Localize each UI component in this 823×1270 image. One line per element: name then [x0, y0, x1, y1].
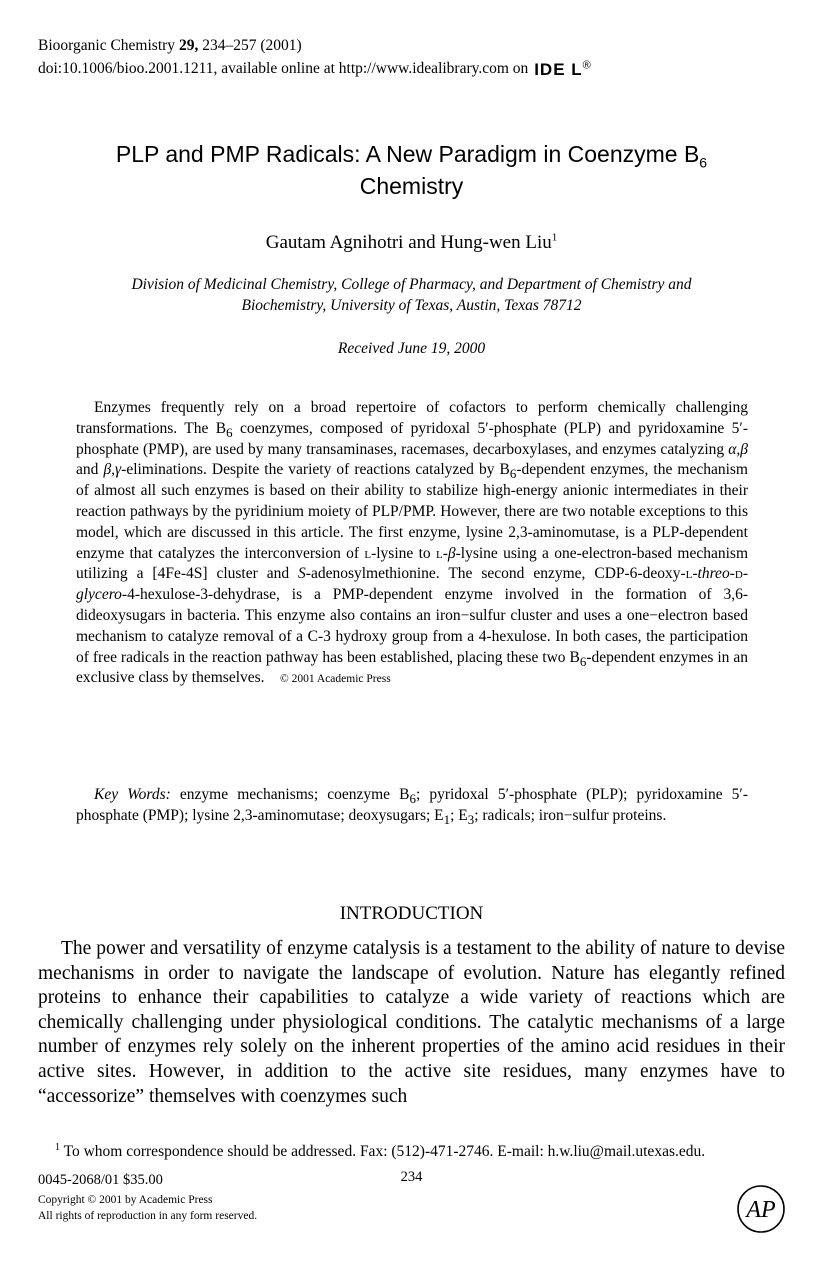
academic-press-logo — [736, 1184, 786, 1234]
ideal-logo: IDE L® — [534, 59, 592, 79]
keywords-label: Key Words: — [94, 786, 171, 803]
footnote-mark: 1 — [55, 1141, 60, 1153]
section-heading-introduction: INTRODUCTION — [339, 903, 484, 924]
copyright-notice: Copyright © 2001 by Academic Press All rights of reproduction in any form reserved. — [38, 1194, 258, 1222]
doi-line — [38, 57, 592, 81]
journal-pages: 234–257 (2001) — [202, 37, 302, 54]
footnote-text: To whom correspondence should be addressed. Fax: (512)-471-2746. E-mail: h.w.liu@mail.utexas.edu. — [60, 1143, 706, 1160]
authors: Gautam Agnihotri and Hung-wen Liu$^1$ — [265, 231, 558, 253]
citation-line — [38, 34, 592, 57]
received-date: Received June 19, 2000 — [337, 340, 486, 357]
journal-header — [38, 34, 592, 81]
keywords: Key Words: enzyme mechanisms; coenzyme $B_6$; pyridoxal 5′-phosphate (PLP); pyridoxamine 5′-phosphate (PMP); lysine 2,3-aminomutase; deoxysugars; $E_1$; $E_3$; radicals; iron−sulfur proteins. — [76, 786, 748, 827]
author-footnote-mark[interactable]: 1 — [551, 231, 558, 244]
journal-name: Bioorganic Chemistry — [38, 37, 176, 54]
doi-text[interactable]: doi:10.1006/bioo.2001.1211, available online at http://www.idealibrary.com on — [38, 60, 529, 77]
footnote — [38, 1142, 785, 1162]
article-title: PLP and PMP Radicals: A New Paradigm in Coenzyme $B_6$ Chemistry — [115, 141, 708, 199]
introduction-paragraph: The power and versatility of enzyme catalysis is a testament to the ability of nature to devise mechanisms in order to navigate the landscape of evolution. Nature has elegantly refined proteins to enhance their capabilities to catalyze a wide variety of reactions which are chemically challenging under physiological conditions. The catalytic mechanisms of a large number of enzymes rely solely on the inherent properties of the amino acid residues in their active sites. However, in addition to the active site residues, many enzymes have to “accessorize” themselves with coenzymes such — [38, 938, 785, 1107]
affiliation: Division of Medicinal Chemistry, College of Pharmacy, and Department of Chemistry and Biochemistry, University of Texas, Austin, Texas 78712 — [131, 276, 692, 314]
abstract-copyright: © 2001 Academic Press — [280, 673, 391, 686]
abstract: Enzymes frequently rely on a broad repertoire of cofactors to perform chemically challenging transformations. The $B_6$ coenzymes, composed of pyridoxal 5′-phosphate (PLP) and pyridoxamine 5′-phosphate (PMP), are used by many transaminases, racemases, decarboxylases, and enzymes catalyzing α,β and β,γ-eliminations. Despite the variety of reactions catalyzed by $B_6$-dependent enzymes, the mechanism of almost all such enzymes is based on their ability to stabilize high-energy anionic intermediates in their reaction pathways by the pyridinium moiety of PLP/PMP. However, there are two notable exceptions to this model, which are discussed in this article. The first enzyme, lysine 2,3-aminomutase, is a PLP-dependent enzyme that catalyzes the interconversion of l-lysine to l-β-lysine using a one-electron-based mechanism utilizing a [4Fe-4S] cluster and S-adenosylmethionine. The second enzyme, CDP-6-deoxy-l-threo-d-glycero-4-hexulose-3-dehydrase, is a PMP-dependent enzyme involved in the formation of 3,6-dideoxysugars in bacteria. This enzyme also contains an iron−sulfur cluster and uses a one−electron based mechanism to catalyze removal of a C-3 hydroxy group from a 4-hexulose. In both cases, the participation of free radicals in the reaction pathway has been established, placing these two $B_6$-dependent enzymes in an exclusive class by themselves. © 2001 Academic Press — [76, 399, 749, 687]
article-code: 0045-2068/01 $35.00 — [38, 1172, 163, 1188]
svg-text:AP: AP — [746, 1197, 776, 1223]
journal-volume: 29, — [178, 37, 199, 54]
page-number: 234 — [400, 1169, 423, 1185]
